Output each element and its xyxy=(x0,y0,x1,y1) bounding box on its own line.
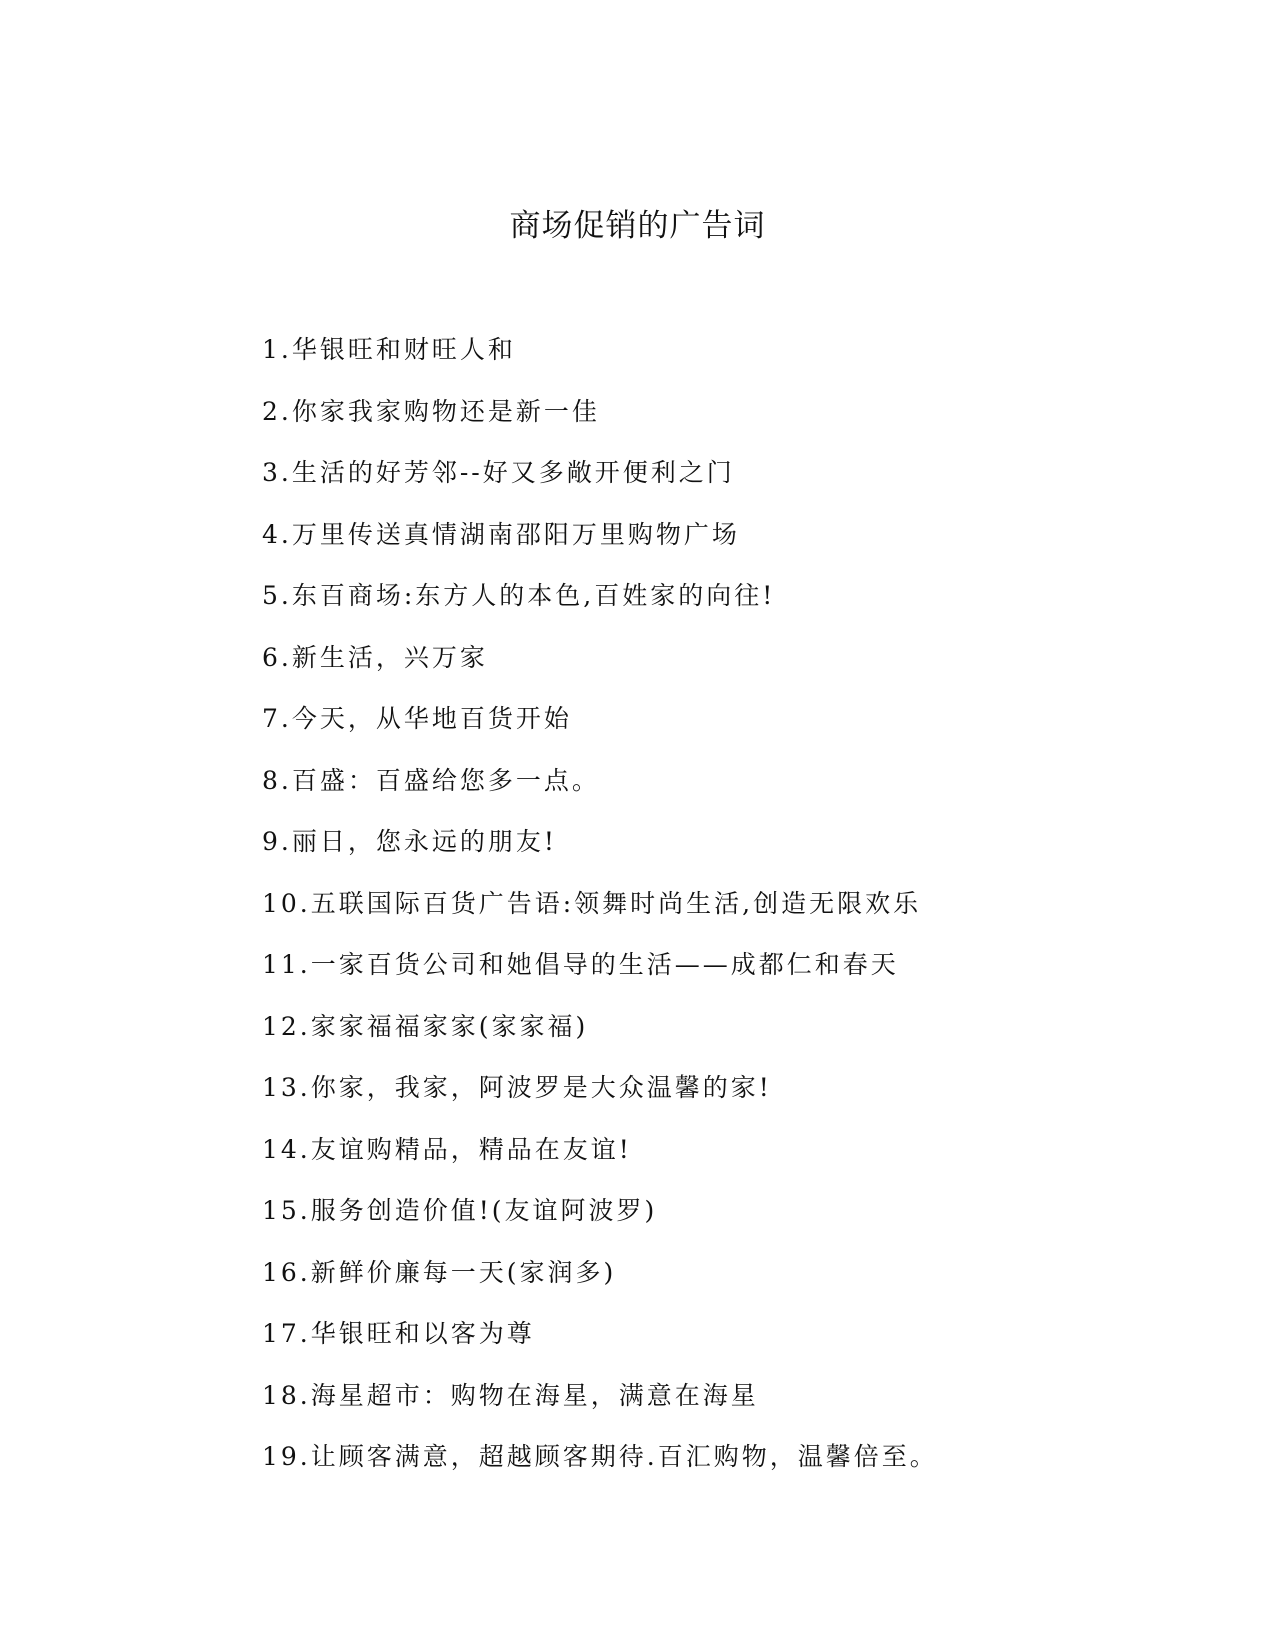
list-item: 15.服务创造价值!(友谊阿波罗) xyxy=(262,1196,658,1225)
list-item: 13.你家，我家，阿波罗是大众温馨的家! xyxy=(262,1073,772,1102)
list-item: 6.新生活，兴万家 xyxy=(262,642,488,672)
list-item: 19.让顾客满意，超越顾客期待.百汇购物，温馨倍至。 xyxy=(262,1442,938,1471)
list-item: 5.东百商场:东方人的本色,百姓家的向往! xyxy=(262,581,776,610)
list-item: 11.一家百货公司和她倡导的生活——成都仁和春天 xyxy=(262,950,899,979)
list-item: 2.你家我家购物还是新一佳 xyxy=(262,396,600,426)
list-item: 7.今天，从华地百货开始 xyxy=(262,704,572,733)
list-item: 10.五联国际百货广告语:领舞时尚生活,创造无限欢乐 xyxy=(262,888,922,918)
list-item: 14.友谊购精品，精品在友谊! xyxy=(262,1134,632,1164)
list-item: 12.家家福福家家(家家福) xyxy=(262,1011,589,1041)
list-item: 17.华银旺和以客为尊 xyxy=(262,1319,535,1348)
list-item: 4.万里传送真情湖南邵阳万里购物广场 xyxy=(262,519,740,549)
document-title: 商场促销的广告词 xyxy=(509,208,766,244)
list-item: 8.百盛：百盛给您多一点。 xyxy=(262,765,600,795)
list-item: 16.新鲜价廉每一天(家润多) xyxy=(262,1257,617,1287)
list-item: 3.生活的好芳邻--好又多敞开便利之门 xyxy=(262,458,735,487)
slogan-list xyxy=(262,330,1242,1499)
list-item: 9.丽日，您永远的朋友! xyxy=(262,827,557,856)
list-item: 18.海星超市：购物在海星，满意在海星 xyxy=(262,1380,759,1410)
list-item: 1.华银旺和财旺人和 xyxy=(262,335,516,364)
